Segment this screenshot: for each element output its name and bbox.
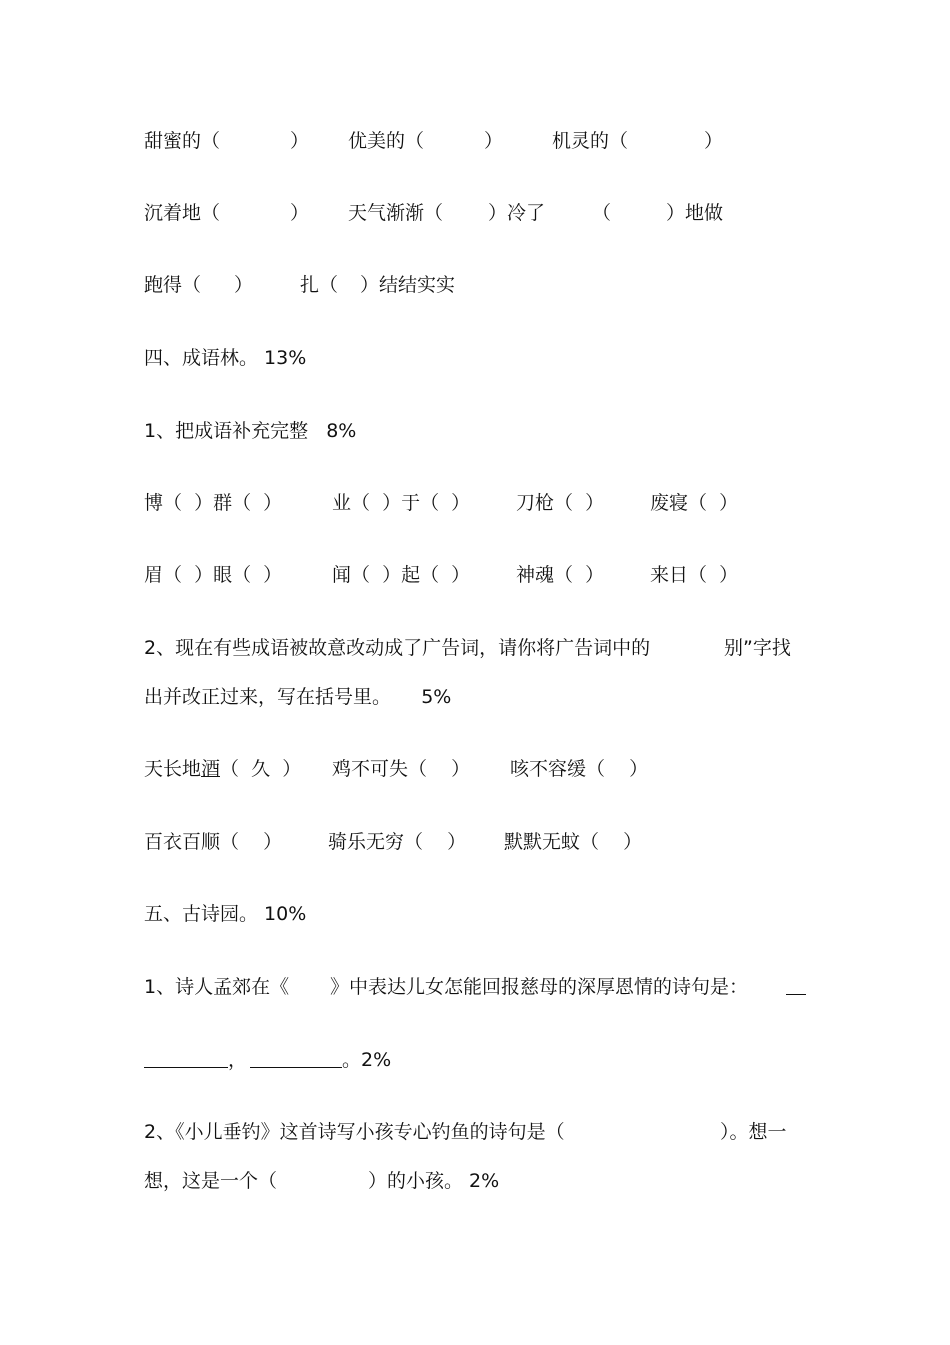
ad-idiom-item: 鸡不可失（ ）	[332, 758, 471, 780]
poem-question-2-text-end: ）。想一	[720, 1121, 787, 1143]
idiom-item: 博（ ）群（ ）	[144, 492, 283, 514]
poem-question-2-text-2: 想，这是一个（	[144, 1170, 278, 1192]
fill-item-tie-close: ）结结实实	[360, 274, 456, 296]
fill-item-weather-close: ）冷了	[488, 202, 546, 224]
word-fill-row-1	[144, 126, 724, 156]
fill-item-run-open: 跑得（	[144, 274, 202, 296]
fill-item-calm-close: ）	[290, 202, 310, 224]
ad-idiom-item: 咳不容缓（ ）	[510, 758, 649, 780]
poem-question-1-score: 。2%	[342, 1049, 392, 1071]
fill-item-clever-open: 机灵的（	[552, 130, 629, 152]
ad-idiom-row-2	[144, 827, 643, 857]
word-fill-row-3	[144, 270, 456, 300]
ad-idiom-row-1	[144, 754, 649, 784]
ad-idiom-example-underlined: 酒	[201, 758, 221, 780]
poem-question-2-line-1	[144, 1117, 787, 1147]
idiom-question-2-line-2: 出并改正过来，写在括号里。 5%	[144, 686, 452, 708]
fill-item-calm-open: 沉着地（	[144, 202, 221, 224]
fill-item-run-close: ）	[234, 274, 254, 296]
idiom-question-2-line-1	[144, 633, 791, 663]
fill-item-sweet-open: 甜蜜的（	[144, 130, 221, 152]
answer-blank	[144, 1067, 228, 1068]
poem-question-1-comma: ，	[228, 1049, 248, 1071]
poem-question-1-text-cont: 》中表达儿女怎能回报慈母的深厚恩情的诗句是：	[330, 976, 749, 998]
ad-idiom-item: 百衣百顺（ ）	[144, 831, 283, 853]
poem-question-1-line-2	[144, 1045, 392, 1075]
idiom-complete-row-2	[144, 560, 739, 590]
word-fill-row-2	[144, 198, 724, 228]
section-five-heading: 五、古诗园。 10%	[144, 903, 307, 925]
fill-item-tie-open: 扎（	[300, 274, 339, 296]
poem-question-2-text-2-end: ）的小孩。 2%	[368, 1170, 500, 1192]
idiom-question-2-text: 2、现在有些成语被故意改动成了广告词，请你将广告词中的	[144, 637, 651, 659]
poem-question-1-text: 1、诗人孟郊在《	[144, 976, 290, 998]
poem-question-2-text: 2、《小儿垂钓》这首诗写小孩专心钓鱼的诗句是（	[144, 1121, 565, 1143]
ad-idiom-example-answer: （ 久 ）	[220, 758, 302, 780]
idiom-question-2-text-end: 别”字找	[724, 637, 791, 659]
fill-item-graceful-open: 优美的（	[348, 130, 425, 152]
idiom-item: 业（ ）于（ ）	[332, 492, 471, 514]
ad-idiom-example-prefix: 天长地	[144, 758, 202, 780]
poem-question-1-line-1	[144, 972, 749, 1002]
fill-item-sweet-close: ）	[290, 130, 310, 152]
fill-item-do-close: ）地做	[666, 202, 724, 224]
idiom-item: 眉（ ）眼（ ）	[144, 564, 283, 586]
fill-item-weather-open: 天气渐渐（	[348, 202, 444, 224]
idiom-complete-row-1	[144, 488, 739, 518]
idiom-item: 刀枪（ ）	[516, 492, 605, 514]
ad-idiom-example	[144, 754, 301, 784]
fill-item-clever-close: ）	[704, 130, 724, 152]
idiom-question-1-title: 1、把成语补充完整 8%	[144, 420, 357, 442]
section-four-heading: 四、成语林。 13%	[144, 347, 307, 369]
idiom-item: 废寝（ ）	[650, 492, 739, 514]
idiom-item: 闻（ ）起（ ）	[332, 564, 471, 586]
answer-blank	[250, 1067, 342, 1068]
fill-item-graceful-close: ）	[484, 130, 504, 152]
ad-idiom-item: 骑乐无穷（ ）	[328, 831, 467, 853]
fill-item-do-open: （	[592, 202, 612, 224]
ad-idiom-item: 默默无蚊（ ）	[504, 831, 643, 853]
answer-blank	[786, 994, 806, 995]
poem-question-2-line-2	[144, 1166, 500, 1196]
idiom-item: 神魂（ ）	[516, 564, 605, 586]
idiom-item: 来日（ ）	[650, 564, 739, 586]
